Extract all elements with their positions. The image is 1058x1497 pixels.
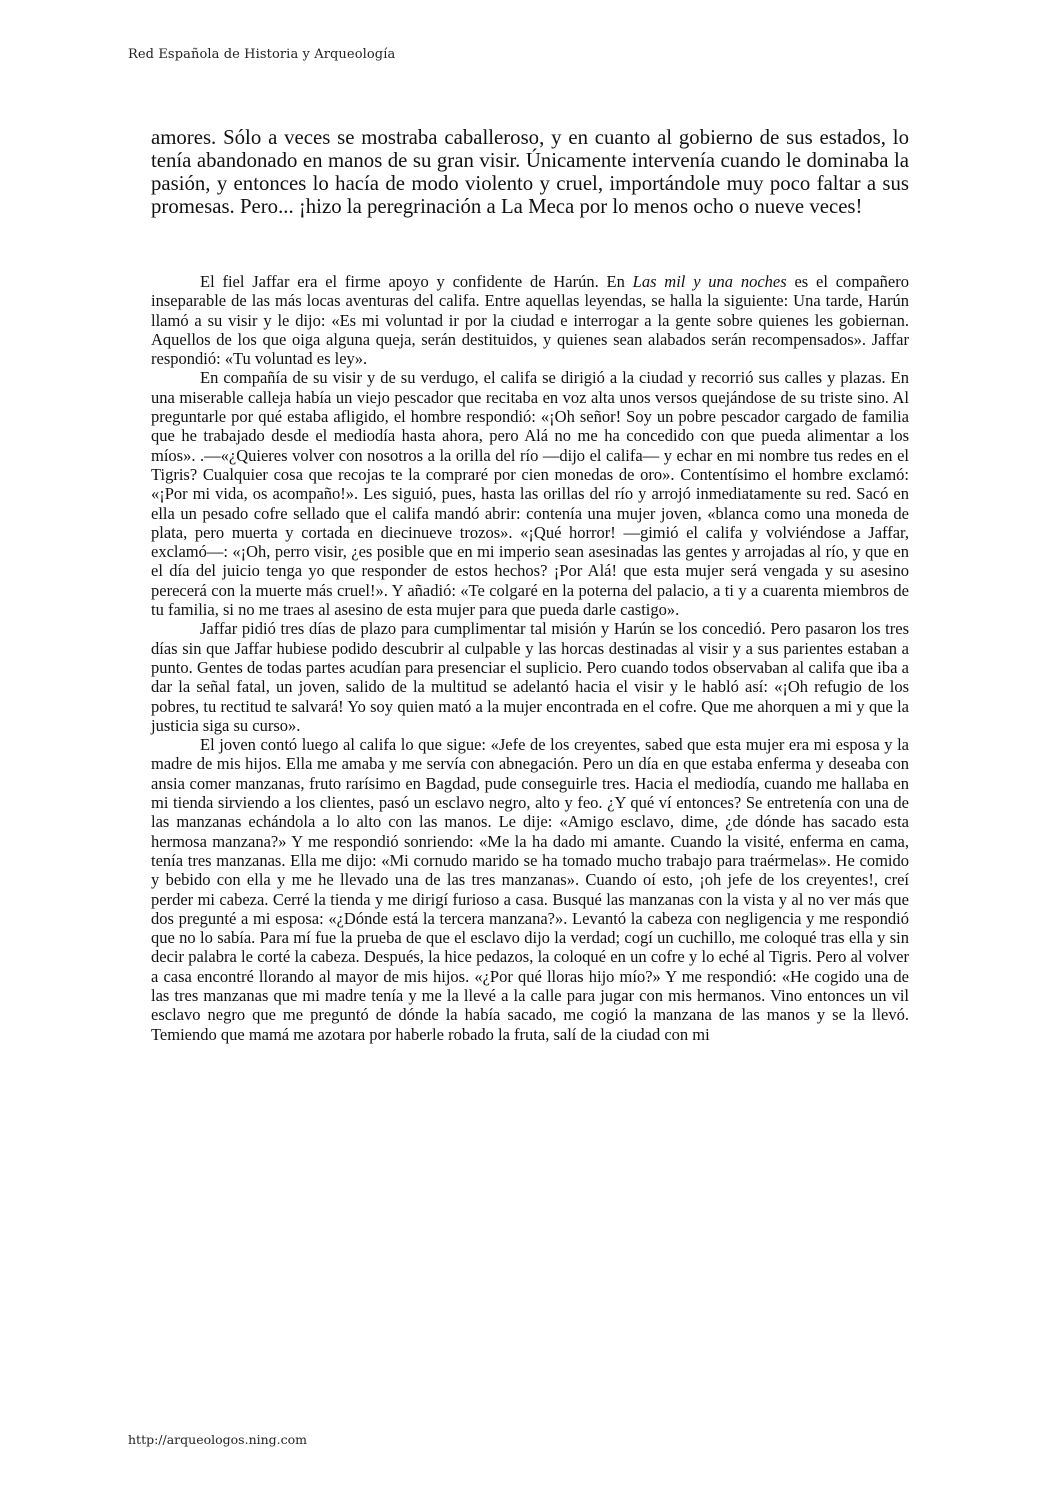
running-header: Red Española de Historia y Arqueología	[128, 47, 396, 62]
paragraph-1-start: El fiel Jaffar era el firme apoyo y confidente de Harún. En	[200, 272, 633, 291]
paragraph-3: Jaffar pidió tres días de plazo para cumplimentar tal misión y Harún se los concedió. Pero pasaron los tres días sin que Jaffar hubiese podido descubrir al culpable y las horcas destinadas al visir y a sus parientes estaban a punto. Gentes de todas partes acudían para presenciar el suplicio. Pero cuando todos observaban al califa que iba a dar la señal fatal, un joven, salido de la multitud se adelantó hacia el visir y le habló así: «¡Oh refugio de los pobres, tu rectitud te salvará! Yo soy quien mató a la mujer encontrada en el cofre. Que me ahorquen a mi y que la justicia siga su curso».	[151, 619, 909, 735]
body-text	[151, 272, 909, 1044]
footer-url: http://arqueologos.ning.com	[128, 1432, 308, 1447]
paragraph-1-rest: es el compañero inseparable de las más locas aventuras del califa. Entre aquellas leyendas, se halla la siguiente: Una tarde, Harún llamó a su visir y le dijo: «Es mi voluntad ir por la ciudad e interrogar a la gente sobre quienes les gobiernan. Aquellos de los que oiga alguna queja, serán destituidos, y quienes sean alabados serán recompensados». Jaffar respondió: «Tu voluntad es ley».	[151, 272, 910, 369]
book-title-italic: Las mil y una noches	[632, 272, 787, 291]
paragraph-2: En compañía de su visir y de su verdugo, el califa se dirigió a la ciudad y recorrió sus calles y plazas. En una miserable calleja había un viejo pescador que recitaba en voz alta unos versos quejándose de su triste sino. Al preguntarle por qué estaba afligido, el hombre respondió: «¡Oh señor! Soy un pobre pescador cargado de familia que he trabajado desde el mediodía hasta ahora, pero Alá no me ha concedido con que pueda alimentar a los míos». .—«¿Quieres volver con nosotros a la orilla del río —dijo el califa— y echar en mi nombre tus redes en el Tigris? Cualquier cosa que recojas te la compraré por cien monedas de oro». Contentísimo el hombre exclamó: «¡Por mi vida, os acompaño!». Les siguió, pues, hasta las orillas del río y arrojó inmediatamente su red. Sacó en ella un pesado cofre sellado que el califa mandó abrir: contenía una mujer joven, «blanca como una moneda de plata, pero muerta y cortada en diecinueve trozos». «¡Qué horror! —gimió el califa y volviéndose a Jaffar, exclamó—: «¡Oh, perro visir, ¿es posible que en mi imperio sean asesinadas las gentes y arrojadas al río, y que en el día del juicio tenga yo que responder de estos hechos? ¡Por Alá! que esta mujer será vengada y su asesino perecerá con la muerte más cruel!». Y añadió: «Te colgaré en la poterna del palacio, a ti y a cuarenta miembros de tu familia, si no me traes al asesino de esta mujer para que pueda darle castigo».	[151, 368, 909, 620]
paragraph-4: El joven contó luego al califa lo que sigue: «Jefe de los creyentes, sabed que esta mujer era mi esposa y la madre de mis hijos. Ella me amaba y me servía con abnegación. Pero un día en que estaba enferma y deseaba con ansia comer manzanas, fruto rarísimo en Bagdad, pude conseguirle tres. Hacia el mediodía, cuando me hallaba en mi tienda sirviendo a los clientes, pasó un esclavo negro, alto y feo. ¿Y qué ví entonces? Se entretenía con una de las manzanas echándola a lo alto con las manos. Le dije: «Amigo esclavo, dime, ¿de dónde has sacado esta hermosa manzana?» Y me respondió sonriendo: «Me la ha dado mi amante. Cuando la visité, enferma en cama, tenía tres manzanas. Ella me dijo: «Mi cornudo marido se ha tomado mucho trabajo para traérmelas». He comido y bebido con ella y me he llevado una de las tres manzanas». Cuando oí esto, ¡oh jefe de los creyentes!, creí perder mi cabeza. Cerré la tienda y me dirigí furioso a casa. Busqué las manzanas con la vista y al no ver más que dos pregunté a mi esposa: «¿Dónde está la tercera manzana?». Levantó la cabeza con negligencia y me respondió que no lo sabía. Para mí fue la prueba de que el esclavo dijo la verdad; cogí un cuchillo, me coloqué tras ella y sin decir palabra le corté la cabeza. Después, la hice pedazos, la coloqué en un cofre y lo eché al Tigris. Pero al volver a casa encontré llorando al mayor de mis hijos. «¿Por qué lloras hijo mío?» Y me respondió: «He cogido una de las tres manzanas que mi madre tenía y me la llevé a la calle para jugar con mis hermanos. Vino entonces un vil esclavo negro que me preguntó de dónde la había sacado, me cogió la manzana de las manos y se la llevó. Temiendo que mamá me azotara por haberle robado la fruta, salí de la ciudad con mi	[151, 735, 909, 1044]
opening-paragraph: amores. Sólo a veces se mostraba caballeroso, y en cuanto al gobierno de sus estados, lo tenía abandonado en manos de su gran visir. Únicamente intervenía cuando le dominaba la pasión, y entonces lo hacía de modo violento y cruel, importándole muy poco faltar a sus promesas. Pero... ¡hizo la peregrinación a La Meca por lo menos ocho o nueve veces!	[151, 126, 909, 218]
paragraph-1	[151, 272, 909, 368]
